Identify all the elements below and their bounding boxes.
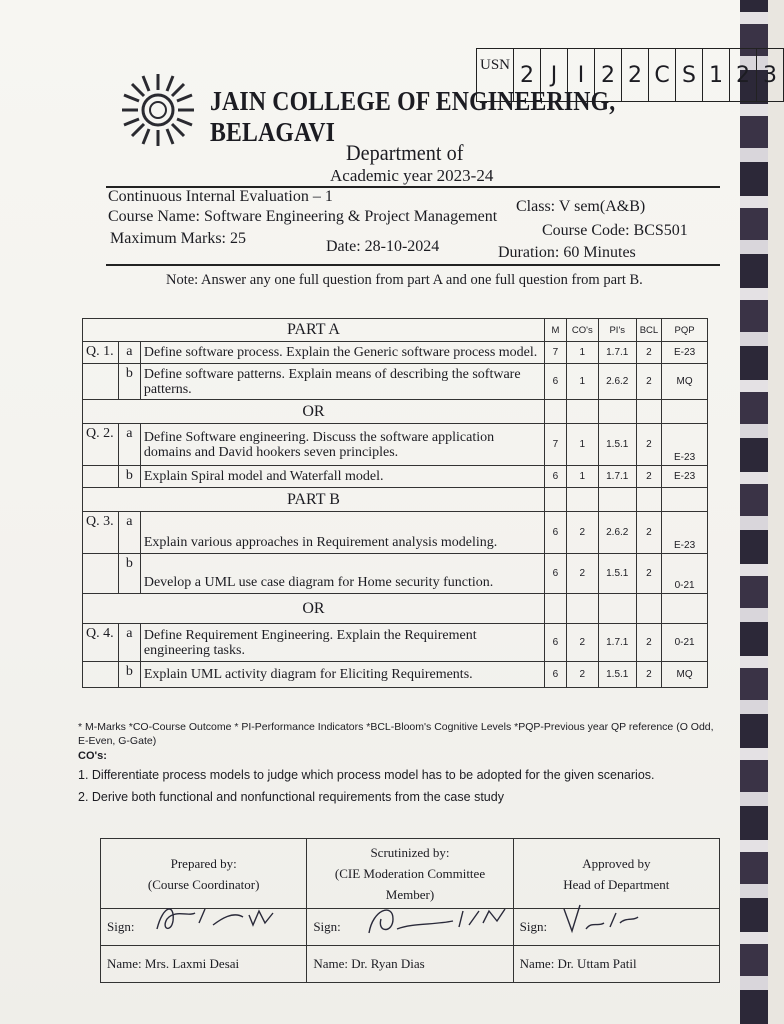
signature-table bbox=[100, 838, 720, 983]
question-number: Q. 1. bbox=[83, 342, 119, 364]
duration: Duration: 60 Minutes bbox=[498, 244, 636, 261]
usn-digit: 1 bbox=[702, 49, 729, 101]
handwritten-signature-icon bbox=[363, 899, 513, 939]
sub-question: b bbox=[118, 662, 140, 688]
course-outcome: 2 bbox=[566, 624, 598, 662]
performance-indicator: 1.7.1 bbox=[598, 342, 636, 364]
performance-indicator: 1.5.1 bbox=[598, 424, 636, 466]
question-number bbox=[83, 662, 119, 688]
pqp-reference: E-23 bbox=[662, 342, 708, 364]
or-divider: OR bbox=[83, 594, 545, 624]
max-marks: Maximum Marks: 25 bbox=[110, 230, 246, 247]
usn-digit: 2 bbox=[729, 49, 756, 101]
usn-digit: 2 bbox=[594, 49, 621, 101]
course-outcome: 1 bbox=[566, 364, 598, 400]
usn-digit: I bbox=[567, 49, 594, 101]
college-logo-icon bbox=[118, 70, 198, 150]
usn-digit: S bbox=[675, 49, 702, 101]
handwritten-signature-icon bbox=[558, 899, 668, 939]
pqp-reference: MQ bbox=[662, 364, 708, 400]
bloom-level: 2 bbox=[636, 466, 661, 488]
question-text: Define software process. Explain the Generic software process model. bbox=[140, 342, 544, 364]
pqp-reference: E-23 bbox=[662, 466, 708, 488]
question-number: Q. 4. bbox=[83, 624, 119, 662]
table-row bbox=[83, 662, 708, 688]
question-number bbox=[83, 466, 119, 488]
pqp-reference: MQ bbox=[662, 662, 708, 688]
marks: 6 bbox=[544, 512, 566, 554]
course-outcome: 1 bbox=[566, 424, 598, 466]
sub-question: b bbox=[118, 554, 140, 594]
question-text: Develop a UML use case diagram for Home security function. bbox=[140, 554, 544, 594]
performance-indicator: 2.6.2 bbox=[598, 512, 636, 554]
question-text: Explain Spiral model and Waterfall model. bbox=[140, 466, 544, 488]
scrutinized-by-name: Name: Dr. Ryan Dias bbox=[307, 946, 513, 983]
table-row bbox=[83, 424, 708, 466]
marks: 7 bbox=[544, 342, 566, 364]
bloom-level: 2 bbox=[636, 342, 661, 364]
sub-question: a bbox=[118, 512, 140, 554]
course-outcome: 1 bbox=[566, 466, 598, 488]
prepared-by-name: Name: Mrs. Laxmi Desai bbox=[101, 946, 307, 983]
marks: 6 bbox=[544, 624, 566, 662]
sub-question: b bbox=[118, 364, 140, 400]
approved-by-cell bbox=[513, 839, 719, 909]
divider bbox=[106, 264, 720, 266]
course-outcomes-label: CO's: bbox=[78, 750, 107, 762]
academic-year: Academic year 2023-24 bbox=[330, 166, 494, 185]
course-outcome: 2 bbox=[566, 662, 598, 688]
scrutinized-by-cell bbox=[307, 839, 513, 909]
table-row bbox=[83, 364, 708, 400]
performance-indicator: 1.5.1 bbox=[598, 662, 636, 688]
sub-question: b bbox=[118, 466, 140, 488]
course-code: Course Code: BCS501 bbox=[542, 222, 688, 239]
exam-date: Date: 28-10-2024 bbox=[326, 238, 440, 255]
usn-digit: C bbox=[648, 49, 675, 101]
sub-question: a bbox=[118, 342, 140, 364]
table-row bbox=[83, 554, 708, 594]
question-text: Define software patterns. Explain means of describing the software patterns. bbox=[140, 364, 544, 400]
performance-indicator: 1.5.1 bbox=[598, 554, 636, 594]
col-header-pqp: PQP bbox=[662, 319, 708, 342]
bloom-level: 2 bbox=[636, 554, 661, 594]
course-name: Course Name: Software Engineering & Project Management bbox=[108, 208, 498, 225]
prepared-by-role: (Course Coordinator) bbox=[147, 876, 260, 892]
approved-by-name: Name: Dr. Uttam Patil bbox=[513, 946, 719, 983]
usn-digit: 2 bbox=[513, 49, 540, 101]
approved-by-title: Approved by bbox=[582, 855, 651, 871]
department-title: Department of bbox=[346, 140, 464, 165]
question-text: Explain various approaches in Requirement analysis modeling. bbox=[140, 512, 544, 554]
sign-label: Sign: bbox=[519, 919, 548, 934]
background-cloth bbox=[740, 0, 768, 1024]
question-text: Explain UML activity diagram for Eliciting Requirements. bbox=[140, 662, 544, 688]
usn-digit: 3 bbox=[756, 49, 783, 101]
scrutinized-by-role: (CIE Moderation Committee Member) bbox=[334, 866, 486, 902]
instructions-note: Note: Answer any one full question from part A and one full question from part B. bbox=[166, 272, 643, 288]
sub-question: a bbox=[118, 624, 140, 662]
usn-digit: 2 bbox=[621, 49, 648, 101]
performance-indicator: 2.6.2 bbox=[598, 364, 636, 400]
bloom-level: 2 bbox=[636, 364, 661, 400]
question-number bbox=[83, 554, 119, 594]
pqp-reference: E-23 bbox=[662, 512, 708, 554]
sign-label: Sign: bbox=[313, 919, 341, 934]
col-header-marks: M bbox=[544, 319, 566, 342]
scrutinized-by-title: Scrutinized by: bbox=[370, 845, 450, 860]
part-b-heading: PART B bbox=[83, 488, 545, 512]
pqp-reference: 0-21 bbox=[662, 554, 708, 594]
usn-label: USN bbox=[479, 57, 510, 73]
question-text: Define Requirement Engineering. Explain the Requirement engineering tasks. bbox=[140, 624, 544, 662]
sub-question: a bbox=[118, 424, 140, 466]
course-outcome: 2 bbox=[566, 512, 598, 554]
or-divider: OR bbox=[83, 400, 545, 424]
marks: 7 bbox=[544, 424, 566, 466]
sign-label: Sign: bbox=[107, 919, 135, 934]
question-number bbox=[83, 364, 119, 400]
table-row bbox=[83, 624, 708, 662]
prepared-by-cell bbox=[101, 839, 307, 909]
table-row bbox=[83, 342, 708, 364]
marks: 6 bbox=[544, 466, 566, 488]
approved-by-role: Head of Department bbox=[563, 876, 670, 892]
bloom-level: 2 bbox=[636, 424, 661, 466]
prepared-by-title: Prepared by: bbox=[170, 855, 237, 871]
col-header-pi: PI's bbox=[598, 319, 636, 342]
course-outcome-item: 1. Differentiate process models to judge which process model has to be adopted for the given scenarios. bbox=[78, 768, 655, 782]
table-row bbox=[83, 466, 708, 488]
col-header-bcl: BCL bbox=[636, 319, 661, 342]
pqp-reference: 0-21 bbox=[662, 624, 708, 662]
bloom-level: 2 bbox=[636, 662, 661, 688]
course-outcome: 2 bbox=[566, 554, 598, 594]
college-name: JAIN COLLEGE OF ENGINEERING, BELAGAVI bbox=[210, 86, 616, 147]
abbreviation-legend: * M-Marks *CO-Course Outcome * PI-Performance Indicators *BCL-Bloom's Cognitive Levels *PQP-Previous year QP reference (O Odd, E-Even, G-Gate) bbox=[78, 721, 714, 747]
performance-indicator: 1.7.1 bbox=[598, 624, 636, 662]
marks: 6 bbox=[544, 554, 566, 594]
performance-indicator: 1.7.1 bbox=[598, 466, 636, 488]
marks: 6 bbox=[544, 662, 566, 688]
table-row bbox=[83, 512, 708, 554]
col-header-co: CO's bbox=[566, 319, 598, 342]
course-outcome: 1 bbox=[566, 342, 598, 364]
marks: 6 bbox=[544, 364, 566, 400]
evaluation-title: Continuous Internal Evaluation – 1 bbox=[108, 188, 333, 205]
part-a-heading: PART A bbox=[83, 319, 545, 342]
pqp-reference: E-23 bbox=[662, 424, 708, 466]
handwritten-signature-icon bbox=[149, 899, 299, 939]
question-number: Q. 3. bbox=[83, 512, 119, 554]
class-info: Class: V sem(A&B) bbox=[516, 198, 646, 215]
usn-digit: J bbox=[540, 49, 567, 101]
question-text: Define Software engineering. Discuss the software application domains and David hookers seven principles. bbox=[140, 424, 544, 466]
bloom-level: 2 bbox=[636, 624, 661, 662]
question-table bbox=[82, 318, 708, 688]
course-outcome-item: 2. Derive both functional and nonfunctional requirements from the case study bbox=[78, 790, 504, 804]
question-number: Q. 2. bbox=[83, 424, 119, 466]
bloom-level: 2 bbox=[636, 512, 661, 554]
